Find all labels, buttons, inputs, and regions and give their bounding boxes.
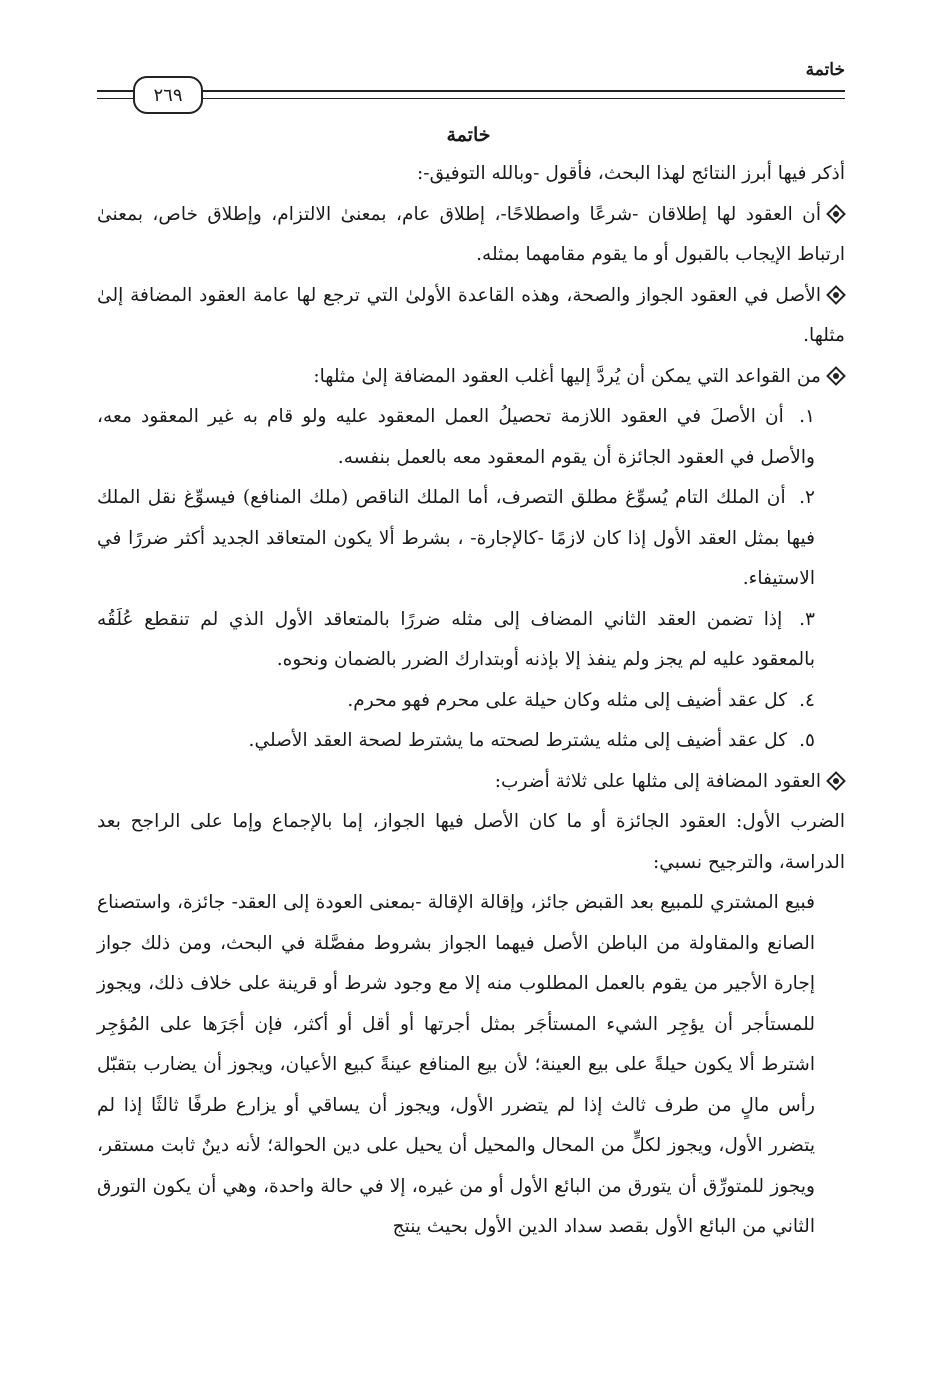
intro-paragraph: أذكر فيها أبرز النتائج لهذا البحث، فأقول -وبالله التوفيق-:: [417, 163, 845, 184]
body-paragraph: فبيع المشتري للمبيع بعد القبض جائز، وإقالة الإقالة -بمعنى العودة إلى العقد- جائزة، واستصناع الصانع والمقاولة من الباطن الأصل فيهما الجواز بشروط مفصَّلة في البحث، ومن ذلك جواز إجارة الأجير من يقوم بالعمل المطلوب منه إلا مع وجود شرط أو قرينة على خلاف ذلك، ويجوز للمستأجر أن يؤجِر الشيء المستأجَر بمثل أجرتها أو أقل أو أكثر، فإن أجَرَها على المُؤجِر اشترط ألا يكون حيلةً على بيع العينة؛ لأن بيع المنافع عينةً كبيع الأعيان، ويجوز أن يضارب بتقبّل رأس مالٍ من طرف ثالث إذا لم يتضرر الأول، ويجوز أن يساقي أو يزارع طرفًا ثالثًا إذا لم يتضرر الأول، ويجوز لكلٍّ من المحال والمحيل أن يحيل على دين الحوالة؛ لأنه دينٌ ثابت مستقر، ويجوز للمتورِّق أن يتورق من البائع الأول أو من غيره، إلا في حالة واحدة، وهي أن يكون التورق الثاني من البائع الأول بقصد سداد الدين الأول بحيث ينتج: [97, 892, 815, 1237]
bullet-paragraph: [97, 762, 845, 803]
diamond-bullet-icon: [827, 286, 845, 304]
numbered-item: [97, 681, 845, 722]
item-text: كل عقد أضيف إلى مثله وكان حيلة على محرم فهو محرم.: [347, 689, 788, 711]
item-text: أن الأصلَ في العقود اللازمة تحصيلُ العمل المعقود عليه ولو قام به غير المعقود معه، والأصل في العقود الجائزة أن يقوم المعقود معه بالعمل بنفسه.: [97, 406, 815, 468]
running-head-title: خاتمة: [805, 60, 845, 80]
bullet-text: العقود المضافة إلى مثلها على ثلاثة أضرب:: [494, 770, 821, 792]
numbered-item: [97, 600, 845, 681]
header-rule-thick: [97, 90, 845, 92]
diamond-bullet-icon: [827, 367, 845, 385]
numbered-item: [97, 478, 845, 600]
header-rule-thin: [97, 98, 845, 99]
diamond-bullet-icon: [827, 772, 845, 790]
numbered-item: [97, 721, 845, 762]
bullet-paragraph: [97, 195, 845, 276]
diamond-bullet-icon: [827, 205, 845, 223]
body-paragraph: الضرب الأول: العقود الجائزة أو ما كان الأصل فيها الجواز، إما بالإجماع وإما على الراجح بعد الدراسة، والترجيح نسبي:: [97, 811, 845, 873]
bullet-paragraph: [97, 357, 845, 398]
item-text: كل عقد أضيف إلى مثله يشترط لصحته ما يشترط لصحة العقد الأصلي.: [248, 730, 788, 751]
item-number: ٤.: [799, 689, 815, 711]
section-title: خاتمة: [446, 124, 491, 146]
bullet-text: أن العقود لها إطلاقان -شرعًا واصطلاحًا-، إطلاق عام، بمعنىٰ الالتزام، وإطلاق خاص، بمعنىٰ ارتباط الإيجاب بالقبول أو ما يقوم مقامهما بمثله.: [97, 203, 845, 265]
bullet-text: من القواعد التي يمكن أن يُردَّ إليها أغلب العقود المضافة إلىٰ مثلها:: [313, 365, 821, 387]
numbered-item: [97, 397, 845, 478]
item-number: ٣.: [799, 608, 815, 630]
bullet-text: الأصل في العقود الجواز والصحة، وهذه القاعدة الأولىٰ التي ترجع لها عامة العقود المضافة إلىٰ مثلها.: [97, 284, 845, 346]
body-text: [97, 154, 845, 1248]
item-number: ٥.: [799, 730, 815, 751]
item-number: ١.: [799, 406, 815, 427]
bullet-paragraph: [97, 276, 845, 357]
item-number: ٢.: [799, 487, 815, 508]
item-text: إذا تضمن العقد الثاني المضاف إلى مثله ضررًا بالمتعاقد الأول الذي لم تنقطع عُلَقُه بالمعقود عليه لم يجز ولم ينفذ إلا بإذنه أوبتدارك الضرر بالضمان ونحوه.: [97, 608, 815, 670]
page-number: ٢٦٩: [133, 76, 203, 114]
item-text: أن الملك التام يُسوِّغ مطلق التصرف، أما الملك الناقص (ملك المنافع) فيسوِّغ نقل الملك فيها بمثل العقد الأول إذا كان لازمًا -كالإجارة- ، بشرط ألا يكون المتعاقد الجديد أكثر ضررًا في الاستيفاء.: [97, 487, 815, 589]
